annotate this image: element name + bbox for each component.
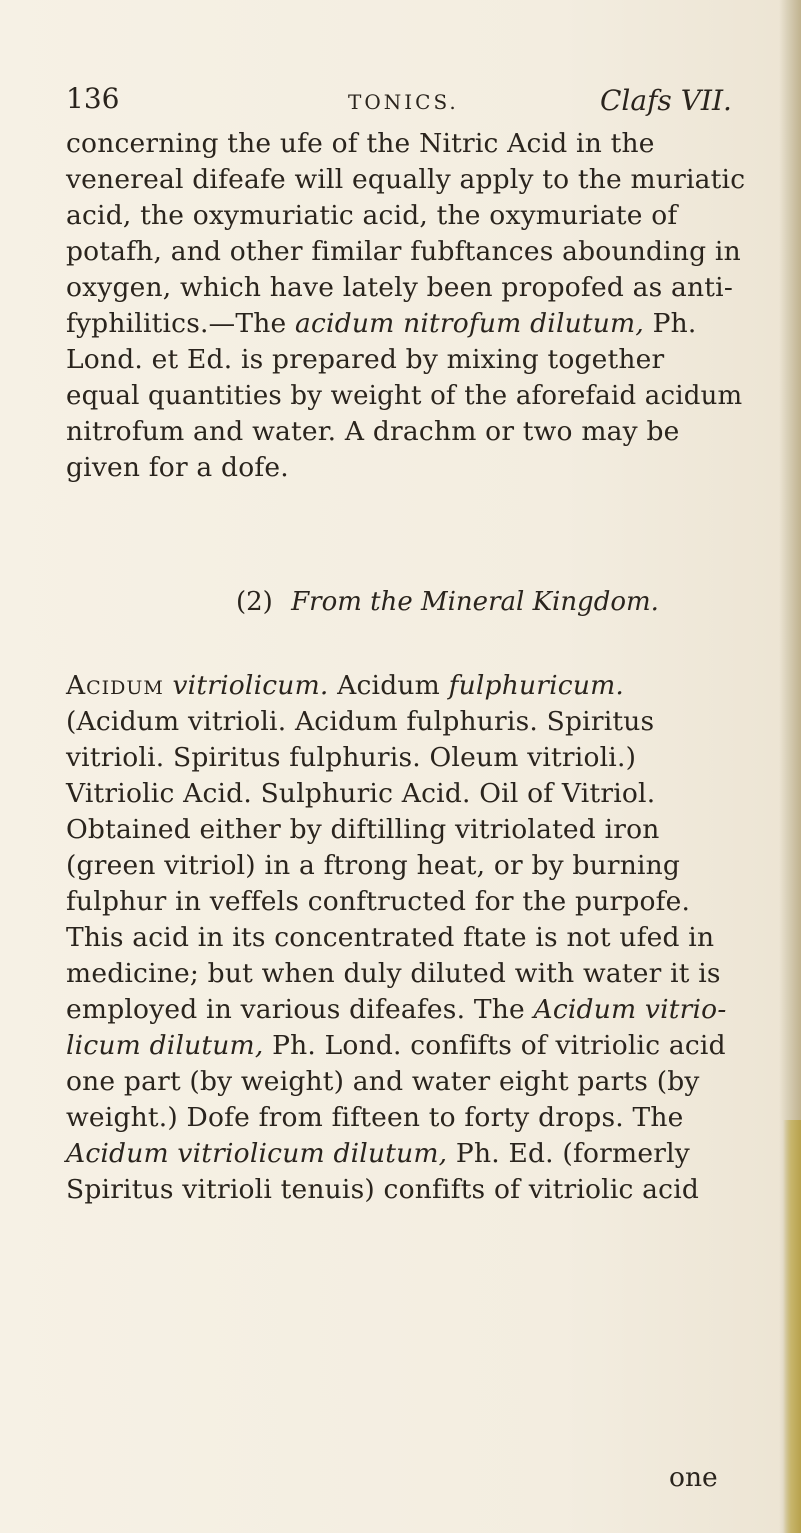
paragraph-nitric-acid <box>66 126 748 486</box>
text-line: oxygen, which have lately been propofed as anti- <box>66 272 733 303</box>
text-run: fyphilitics.—The <box>66 308 295 339</box>
text-line: This acid in its concentrated ftate is not ufed in <box>66 922 715 953</box>
text-line: Spiritus vitrioli tenuis) confifts of vitriolic acid <box>66 1174 700 1205</box>
text-line: equal quantities by weight of the aforefaid acidum <box>66 381 743 411</box>
text-line <box>66 668 748 704</box>
catchword: one <box>669 1462 718 1493</box>
text-run: Ph. Ed. (formerly <box>447 1138 690 1169</box>
page-edge-stain <box>783 1120 801 1533</box>
section-heading <box>236 585 659 619</box>
latin-term: acidum nitrofum dilutum, <box>294 308 644 339</box>
latin-term: licum dilutum, <box>66 1030 264 1061</box>
text-run: Acidum <box>328 670 449 701</box>
page-number: 136 <box>66 82 120 115</box>
text-run: Ph. Lond. confifts of vitriolic acid <box>263 1030 726 1061</box>
paragraph-vitriolic-acid <box>66 668 748 1208</box>
text-line: (green vitriol) in a ftrong heat, or by burning <box>66 850 681 881</box>
text-run: Ph. <box>643 308 697 339</box>
entry-term: Acidum <box>66 670 164 701</box>
text-run: employed in various difeafes. The <box>66 994 534 1025</box>
section-title: From the Mineral Kingdom. <box>291 587 659 617</box>
text-line: concerning the ufe of the Nitric Acid in the <box>66 128 655 159</box>
latin-term: fulphuricum. <box>448 670 625 701</box>
text-line: Lond. et Ed. is prepared by mixing together <box>66 344 665 375</box>
text-line: vitrioli. Spiritus fulphuris. Oleum vitrioli.) <box>66 742 637 773</box>
text-line: medicine; but when duly diluted with water it is <box>66 958 721 989</box>
text-line: given for a dofe. <box>66 452 289 483</box>
text-line: one part (by weight) and water eight parts (by <box>66 1066 700 1097</box>
text-line: Obtained either by diftilling vitriolated iron <box>66 814 660 845</box>
text-line <box>66 1136 748 1172</box>
text-line: weight.) Dofe from fifteen to forty drops. The <box>66 1102 684 1133</box>
latin-term: Acidum vitriolicum dilutum, <box>66 1138 448 1169</box>
latin-term: vitriolicum. <box>172 670 329 701</box>
running-head: TONICS. <box>348 90 459 114</box>
text-line: potafh, and other fimilar fubftances abounding in <box>66 236 741 267</box>
text-line: acid, the oxymuriatic acid, the oxymuriate of <box>66 200 678 231</box>
latin-term: Acidum vitrio- <box>533 994 727 1025</box>
page-header <box>0 74 801 124</box>
class-label: Clafs VII. <box>600 84 732 117</box>
text-line: venereal difeafe will equally apply to the muriatic <box>66 164 746 195</box>
text-line: (Acidum vitrioli. Acidum fulphuris. Spiritus <box>66 706 655 737</box>
text-line: fulphur in veffels conftructed for the purpofe. <box>66 886 691 917</box>
text-line <box>66 306 748 342</box>
text-line: nitrofum and water. A drachm or two may be <box>66 416 680 447</box>
section-number: (2) <box>236 587 273 617</box>
text-line <box>66 1028 748 1064</box>
text-line <box>66 992 748 1028</box>
text-line: Vitriolic Acid. Sulphuric Acid. Oil of Vitriol. <box>66 778 656 809</box>
